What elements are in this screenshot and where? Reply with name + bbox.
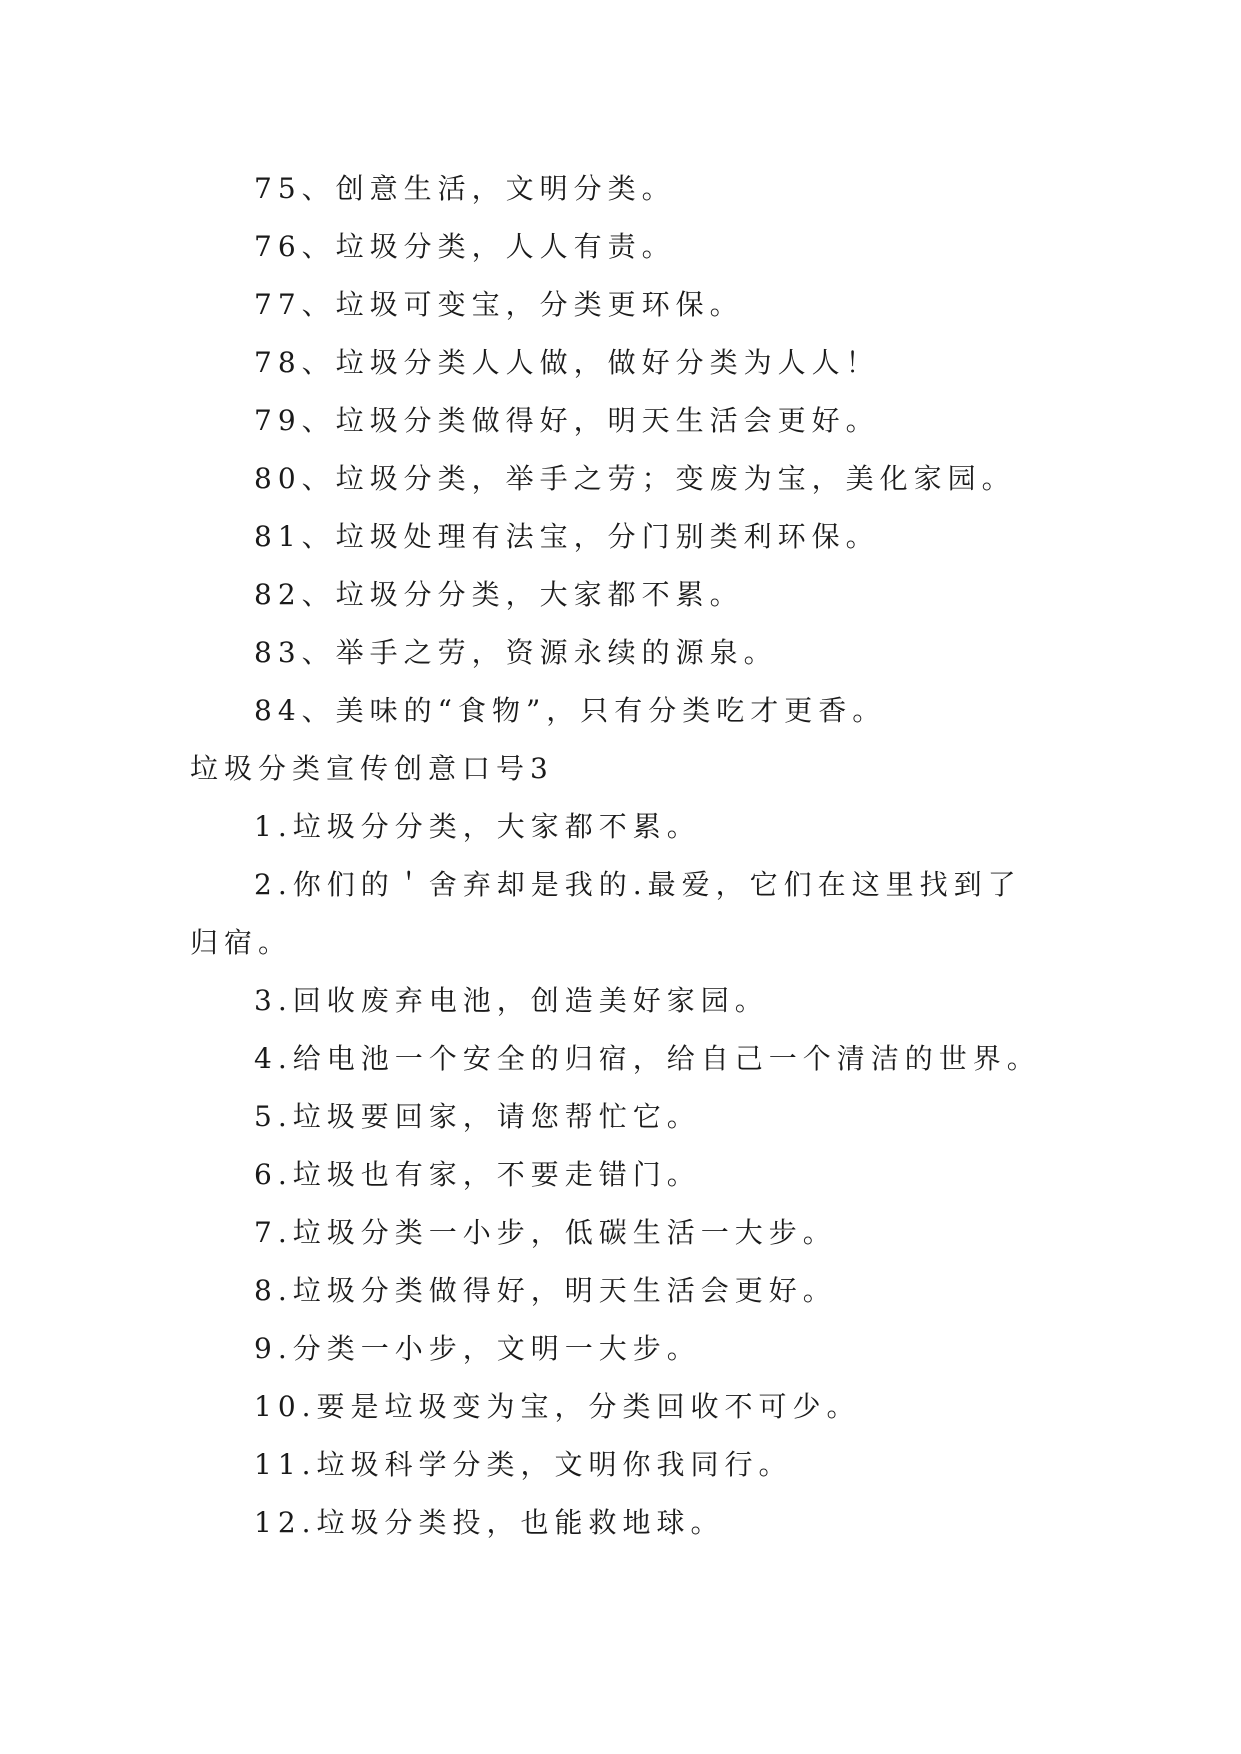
slogan-item: 84、美味的“食物”，只有分类吃才更香。 <box>254 694 887 727</box>
slogan-item: 81、垃圾处理有法宝，分门别类利环保。 <box>254 520 880 553</box>
slogan-item: 82、垃圾分分类，大家都不累。 <box>254 578 744 611</box>
slogan-item: 11.垃圾科学分类，文明你我同行。 <box>254 1448 793 1481</box>
slogan-item: 6.垃圾也有家，不要走错门。 <box>254 1158 701 1191</box>
slogan-item: 78、垃圾分类人人做，做好分类为人人！ <box>254 346 880 379</box>
slogan-item: 5.垃圾要回家，请您帮忙它。 <box>254 1100 701 1133</box>
slogan-item: 83、举手之劳，资源永续的源泉。 <box>254 636 778 669</box>
slogan-item: 9.分类一小步，文明一大步。 <box>254 1332 701 1365</box>
document-body <box>190 160 1050 1552</box>
slogan-item: 12.垃圾分类投，也能救地球。 <box>254 1506 725 1539</box>
slogan-item: 2.你们的＇舍弃却是我的.最爱，它们在这里找到了归宿。 <box>190 868 1022 959</box>
slogan-item: 7.垃圾分类一小步，低碳生活一大步。 <box>254 1216 837 1249</box>
slogan-item: 1.垃圾分分类，大家都不累。 <box>254 810 701 843</box>
slogan-item: 77、垃圾可变宝，分类更环保。 <box>254 288 744 321</box>
slogan-item: 3.回收废弃电池，创造美好家园。 <box>254 984 769 1017</box>
section-heading: 垃圾分类宣传创意口号3 <box>190 752 554 785</box>
slogan-item: 75、创意生活，文明分类。 <box>254 172 676 205</box>
slogan-item: 79、垃圾分类做得好，明天生活会更好。 <box>254 404 880 437</box>
slogan-item: 10.要是垃圾变为宝，分类回收不可少。 <box>254 1390 861 1423</box>
slogan-item: 80、垃圾分类，举手之劳；变废为宝，美化家园。 <box>254 462 1016 495</box>
slogan-item: 8.垃圾分类做得好，明天生活会更好。 <box>254 1274 837 1307</box>
slogan-item: 76、垃圾分类，人人有责。 <box>254 230 676 263</box>
slogan-item: 4.给电池一个安全的归宿，给自己一个清洁的世界。 <box>254 1042 1041 1075</box>
